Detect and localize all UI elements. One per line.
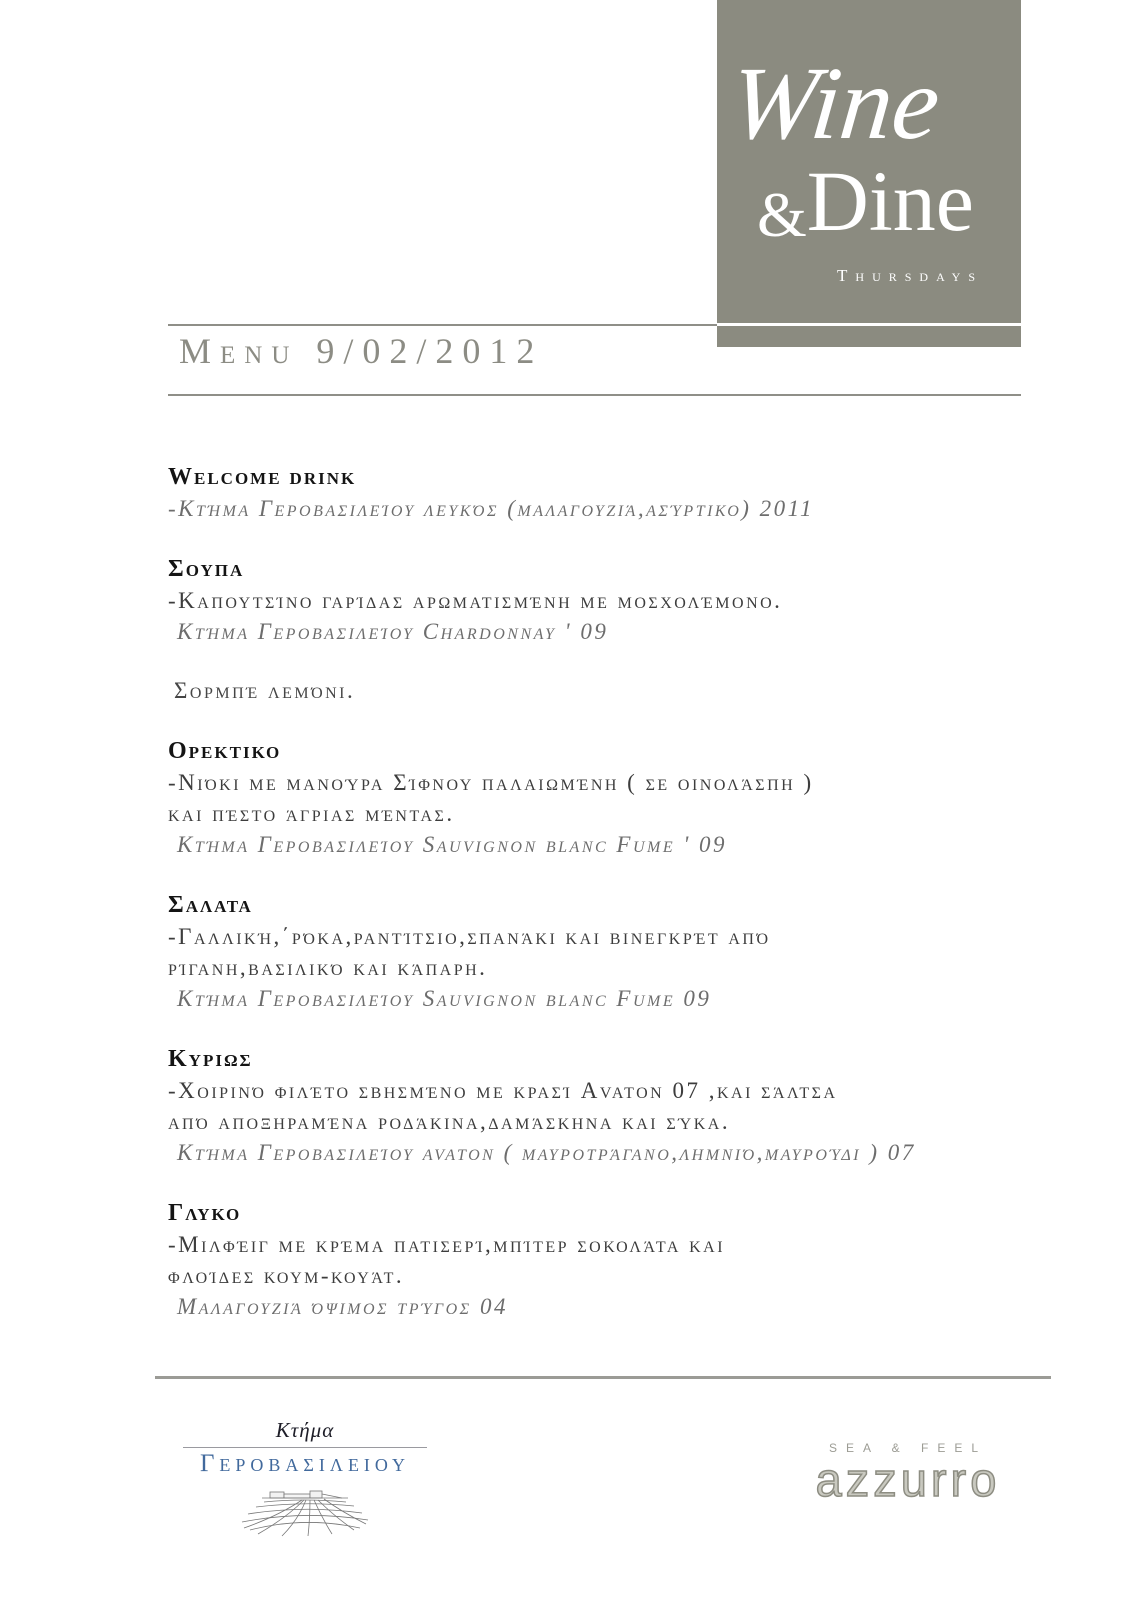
dish-line: -Καπουτσίνο γαρίδας αρωματισμένη με μοσχολέμονο. xyxy=(168,588,783,613)
wine-pairing: Κτήμα Γεροβασιλείου Sauvignon blanc Fume 09 xyxy=(177,986,712,1011)
azzurro-logo xyxy=(795,1441,1021,1504)
wine-pairing: -Κτήμα Γεροβασιλείου λευκός (μαλαγουζιά,ασύρτικο) 2011 xyxy=(168,496,814,521)
wine-pairing: Κτήμα Γεροβασιλείου Chardonnay ' 09 xyxy=(177,619,609,644)
section-welcome-drink xyxy=(168,462,1038,524)
dish-line: -Χοιρινό φιλέτο σβησμένο με κρασί Avaton 07 ,και σάλτσα xyxy=(168,1078,838,1103)
dish-line: ρίγανη,βασιλικό και κάπαρη. xyxy=(168,955,488,980)
azzurro-tagline: SEA & FEEL xyxy=(828,1441,988,1455)
section-heading: Σουπα xyxy=(168,556,245,582)
dish-line: από αποξηραμένα ροδάκινα,δαμάσκηνα και σύκα. xyxy=(168,1109,731,1134)
section-dessert xyxy=(168,1198,1038,1322)
section-appetizer xyxy=(168,736,1038,860)
section-heading: Σαλατα xyxy=(168,892,253,918)
section-heading: Κυριως xyxy=(168,1046,253,1072)
page-title: Menu 9/02/2012 xyxy=(179,331,544,371)
estate-word: Κτήμα xyxy=(275,1418,335,1442)
wine-pairing: Κτήμα Γεροβασιλείου Sauvignon blanc Fume ' 09 xyxy=(177,832,728,857)
dish-line: -Γαλλική,΄ρόκα,ραντίτσιο,σπανάκι και βινεγκρέτ από xyxy=(168,924,771,949)
logo-word-dine xyxy=(757,153,974,250)
dish-line: -Νιόκι με μανούρα Σίφνου παλαιωμένη ( σε οινολάσπη ) xyxy=(168,770,814,795)
section-heading: Γλυκο xyxy=(168,1200,242,1226)
vineyard-etching-icon xyxy=(183,1486,427,1543)
wine-and-dine-logo xyxy=(717,0,1021,347)
logo-dine-text: Dine xyxy=(806,153,974,249)
section-salad xyxy=(168,890,1038,1014)
dish-line: φλοίδες κουμ-κουάτ. xyxy=(168,1263,405,1288)
dish-line: -Μιλφέιγ με κρέμα πατισερί,μπίτερ σοκολάτα και xyxy=(168,1232,726,1257)
estate-name: Γεροβασιλειου xyxy=(199,1450,411,1477)
footer-rule xyxy=(155,1376,1051,1379)
estate-divider xyxy=(183,1447,427,1448)
gerovassiliou-logo xyxy=(183,1418,427,1543)
logo-subtitle-thursdays: Thursdays xyxy=(837,266,983,285)
section-heading: Welcome drink xyxy=(168,464,357,490)
top-rule xyxy=(168,324,717,326)
wine-pairing: Κτήμα Γεροβασιλείου avaton ( μαυροτράγανο,λημνιό,μαυρούδι ) 07 xyxy=(177,1140,916,1165)
section-main-course xyxy=(168,1044,1038,1168)
section-heading: Ορεκτικο xyxy=(168,738,282,764)
logo-box-divider xyxy=(717,323,1021,326)
menu-body xyxy=(168,462,1038,1322)
azzurro-brand-name: azzurro xyxy=(815,1453,1001,1506)
wine-pairing: Μαλαγουζιά όψιμος τρύγος 04 xyxy=(177,1294,508,1319)
extra-course: Σορμπέ λεμόνι. xyxy=(174,678,356,703)
title-underline-rule xyxy=(168,394,1021,396)
logo-word-wine: Wine xyxy=(725,46,946,161)
dish-line: και πέστο άγριας μέντας. xyxy=(168,801,455,826)
logo-ampersand: & xyxy=(757,179,807,250)
section-soup xyxy=(168,554,1038,706)
